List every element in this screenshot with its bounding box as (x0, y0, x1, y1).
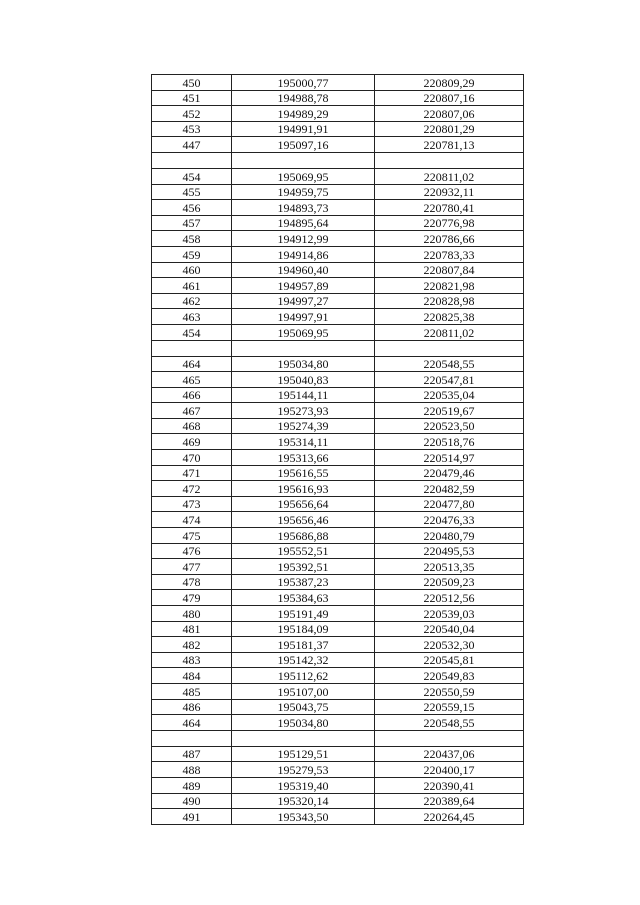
table-row (152, 372, 524, 388)
point-number-cell: 451 (152, 90, 232, 106)
x-coordinate-cell: 195069,95 (232, 324, 375, 340)
x-coordinate-cell: 195112,62 (232, 668, 375, 684)
point-number-cell: 488 (152, 762, 232, 778)
point-number-cell (152, 152, 232, 168)
table-row (152, 90, 524, 106)
point-number-cell: 453 (152, 121, 232, 137)
y-coordinate-cell: 220495,53 (375, 543, 524, 559)
x-coordinate-cell: 194957,89 (232, 278, 375, 294)
point-number-cell: 469 (152, 434, 232, 450)
x-coordinate-cell: 195552,51 (232, 543, 375, 559)
x-coordinate-cell: 195191,49 (232, 606, 375, 622)
x-coordinate-cell: 195040,83 (232, 372, 375, 388)
point-number-cell: 491 (152, 809, 232, 825)
table-row (152, 793, 524, 809)
y-coordinate-cell: 220389,64 (375, 793, 524, 809)
x-coordinate-cell: 195387,23 (232, 574, 375, 590)
y-coordinate-cell: 220514,97 (375, 450, 524, 466)
point-number-cell: 460 (152, 262, 232, 278)
x-coordinate-cell: 195274,39 (232, 418, 375, 434)
table-row (152, 262, 524, 278)
x-coordinate-cell: 195392,51 (232, 559, 375, 575)
point-number-cell: 463 (152, 309, 232, 325)
y-coordinate-cell: 220540,04 (375, 621, 524, 637)
x-coordinate-cell: 195142,32 (232, 652, 375, 668)
point-number-cell: 482 (152, 637, 232, 653)
point-number-cell: 478 (152, 574, 232, 590)
point-number-cell: 468 (152, 418, 232, 434)
y-coordinate-cell: 220783,33 (375, 246, 524, 262)
y-coordinate-cell: 220932,11 (375, 184, 524, 200)
y-coordinate-cell: 220786,66 (375, 231, 524, 247)
table-row (152, 715, 524, 731)
x-coordinate-cell: 194989,29 (232, 106, 375, 122)
table-row (152, 762, 524, 778)
y-coordinate-cell: 220550,59 (375, 683, 524, 699)
y-coordinate-cell: 220547,81 (375, 372, 524, 388)
table-row (152, 434, 524, 450)
y-coordinate-cell: 220513,35 (375, 559, 524, 575)
y-coordinate-cell: 220828,98 (375, 293, 524, 309)
point-number-cell: 487 (152, 746, 232, 762)
x-coordinate-cell (232, 340, 375, 356)
x-coordinate-cell: 195343,50 (232, 809, 375, 825)
table-row (152, 637, 524, 653)
x-coordinate-cell: 194997,27 (232, 293, 375, 309)
x-coordinate-cell: 195107,00 (232, 683, 375, 699)
y-coordinate-cell (375, 730, 524, 746)
table-row (152, 418, 524, 434)
x-coordinate-cell: 195181,37 (232, 637, 375, 653)
point-number-cell: 484 (152, 668, 232, 684)
table-row (152, 106, 524, 122)
x-coordinate-cell: 195000,77 (232, 75, 375, 91)
table-separator-row (152, 730, 524, 746)
y-coordinate-cell: 220400,17 (375, 762, 524, 778)
table-row (152, 121, 524, 137)
y-coordinate-cell: 220776,98 (375, 215, 524, 231)
table-row (152, 621, 524, 637)
x-coordinate-cell: 194988,78 (232, 90, 375, 106)
table-row (152, 231, 524, 247)
table-row (152, 200, 524, 216)
x-coordinate-cell: 195043,75 (232, 699, 375, 715)
point-number-cell: 452 (152, 106, 232, 122)
table-row (152, 184, 524, 200)
point-number-cell: 471 (152, 465, 232, 481)
y-coordinate-cell: 220780,41 (375, 200, 524, 216)
x-coordinate-cell: 194997,91 (232, 309, 375, 325)
table-row (152, 496, 524, 512)
point-number-cell: 464 (152, 356, 232, 372)
table-separator-row (152, 152, 524, 168)
x-coordinate-cell: 195273,93 (232, 403, 375, 419)
y-coordinate-cell: 220479,46 (375, 465, 524, 481)
table-row (152, 809, 524, 825)
table-row (152, 246, 524, 262)
point-number-cell: 450 (152, 75, 232, 91)
y-coordinate-cell: 220809,29 (375, 75, 524, 91)
y-coordinate-cell: 220559,15 (375, 699, 524, 715)
x-coordinate-cell: 194912,99 (232, 231, 375, 247)
y-coordinate-cell: 220807,84 (375, 262, 524, 278)
y-coordinate-cell: 220523,50 (375, 418, 524, 434)
table-row (152, 574, 524, 590)
y-coordinate-cell: 220539,03 (375, 606, 524, 622)
x-coordinate-cell: 195384,63 (232, 590, 375, 606)
point-number-cell: 476 (152, 543, 232, 559)
x-coordinate-cell: 195616,55 (232, 465, 375, 481)
table-row (152, 450, 524, 466)
point-number-cell: 456 (152, 200, 232, 216)
point-number-cell: 480 (152, 606, 232, 622)
x-coordinate-cell: 194991,91 (232, 121, 375, 137)
table-row (152, 215, 524, 231)
table-row (152, 668, 524, 684)
x-coordinate-cell: 195097,16 (232, 137, 375, 153)
point-number-cell: 455 (152, 184, 232, 200)
point-number-cell: 481 (152, 621, 232, 637)
x-coordinate-cell: 195319,40 (232, 777, 375, 793)
y-coordinate-cell: 220509,23 (375, 574, 524, 590)
point-number-cell: 479 (152, 590, 232, 606)
point-number-cell: 489 (152, 777, 232, 793)
table-row (152, 606, 524, 622)
x-coordinate-cell: 194893,73 (232, 200, 375, 216)
x-coordinate-cell: 195069,95 (232, 168, 375, 184)
y-coordinate-cell: 220548,55 (375, 356, 524, 372)
point-number-cell: 462 (152, 293, 232, 309)
point-number-cell: 464 (152, 715, 232, 731)
x-coordinate-cell: 195129,51 (232, 746, 375, 762)
coordinates-table (151, 74, 524, 825)
table-row (152, 403, 524, 419)
table-row (152, 559, 524, 575)
x-coordinate-cell (232, 730, 375, 746)
y-coordinate-cell: 220519,67 (375, 403, 524, 419)
table-row (152, 309, 524, 325)
y-coordinate-cell: 220480,79 (375, 528, 524, 544)
coordinates-table-body (152, 75, 524, 825)
table-row (152, 387, 524, 403)
point-number-cell: 458 (152, 231, 232, 247)
y-coordinate-cell: 220390,41 (375, 777, 524, 793)
y-coordinate-cell: 220781,13 (375, 137, 524, 153)
point-number-cell: 483 (152, 652, 232, 668)
point-number-cell: 466 (152, 387, 232, 403)
table-row (152, 324, 524, 340)
x-coordinate-cell: 195279,53 (232, 762, 375, 778)
y-coordinate-cell: 220549,83 (375, 668, 524, 684)
point-number-cell: 457 (152, 215, 232, 231)
table-row (152, 699, 524, 715)
table-row (152, 293, 524, 309)
x-coordinate-cell (232, 152, 375, 168)
y-coordinate-cell (375, 340, 524, 356)
point-number-cell: 459 (152, 246, 232, 262)
x-coordinate-cell: 195144,11 (232, 387, 375, 403)
x-coordinate-cell: 195314,11 (232, 434, 375, 450)
x-coordinate-cell: 195656,64 (232, 496, 375, 512)
point-number-cell: 454 (152, 168, 232, 184)
point-number-cell: 485 (152, 683, 232, 699)
y-coordinate-cell: 220518,76 (375, 434, 524, 450)
y-coordinate-cell: 220825,38 (375, 309, 524, 325)
x-coordinate-cell: 195034,80 (232, 356, 375, 372)
y-coordinate-cell: 220821,98 (375, 278, 524, 294)
table-row (152, 512, 524, 528)
y-coordinate-cell (375, 152, 524, 168)
point-number-cell: 447 (152, 137, 232, 153)
y-coordinate-cell: 220801,29 (375, 121, 524, 137)
table-row (152, 356, 524, 372)
point-number-cell: 454 (152, 324, 232, 340)
point-number-cell: 467 (152, 403, 232, 419)
y-coordinate-cell: 220807,06 (375, 106, 524, 122)
point-number-cell: 490 (152, 793, 232, 809)
point-number-cell (152, 730, 232, 746)
x-coordinate-cell: 195313,66 (232, 450, 375, 466)
x-coordinate-cell: 194960,40 (232, 262, 375, 278)
y-coordinate-cell: 220811,02 (375, 324, 524, 340)
point-number-cell: 474 (152, 512, 232, 528)
point-number-cell: 465 (152, 372, 232, 388)
y-coordinate-cell: 220532,30 (375, 637, 524, 653)
table-row (152, 543, 524, 559)
table-row (152, 777, 524, 793)
y-coordinate-cell: 220437,06 (375, 746, 524, 762)
y-coordinate-cell: 220512,56 (375, 590, 524, 606)
y-coordinate-cell: 220545,81 (375, 652, 524, 668)
point-number-cell: 486 (152, 699, 232, 715)
table-row (152, 465, 524, 481)
x-coordinate-cell: 195656,46 (232, 512, 375, 528)
table-row (152, 683, 524, 699)
table-row (152, 652, 524, 668)
table-separator-row (152, 340, 524, 356)
point-number-cell: 477 (152, 559, 232, 575)
x-coordinate-cell: 195616,93 (232, 481, 375, 497)
x-coordinate-cell: 195686,88 (232, 528, 375, 544)
y-coordinate-cell: 220476,33 (375, 512, 524, 528)
table-row (152, 137, 524, 153)
point-number-cell: 475 (152, 528, 232, 544)
point-number-cell: 470 (152, 450, 232, 466)
x-coordinate-cell: 195184,09 (232, 621, 375, 637)
x-coordinate-cell: 194895,64 (232, 215, 375, 231)
x-coordinate-cell: 194914,86 (232, 246, 375, 262)
table-row (152, 481, 524, 497)
y-coordinate-cell: 220482,59 (375, 481, 524, 497)
table-row (152, 528, 524, 544)
y-coordinate-cell: 220477,80 (375, 496, 524, 512)
point-number-cell (152, 340, 232, 356)
y-coordinate-cell: 220548,55 (375, 715, 524, 731)
y-coordinate-cell: 220264,45 (375, 809, 524, 825)
x-coordinate-cell: 194959,75 (232, 184, 375, 200)
point-number-cell: 473 (152, 496, 232, 512)
point-number-cell: 461 (152, 278, 232, 294)
y-coordinate-cell: 220535,04 (375, 387, 524, 403)
table-row (152, 75, 524, 91)
table-row (152, 168, 524, 184)
table-row (152, 278, 524, 294)
table-row (152, 590, 524, 606)
x-coordinate-cell: 195320,14 (232, 793, 375, 809)
y-coordinate-cell: 220811,02 (375, 168, 524, 184)
point-number-cell: 472 (152, 481, 232, 497)
x-coordinate-cell: 195034,80 (232, 715, 375, 731)
y-coordinate-cell: 220807,16 (375, 90, 524, 106)
table-row (152, 746, 524, 762)
